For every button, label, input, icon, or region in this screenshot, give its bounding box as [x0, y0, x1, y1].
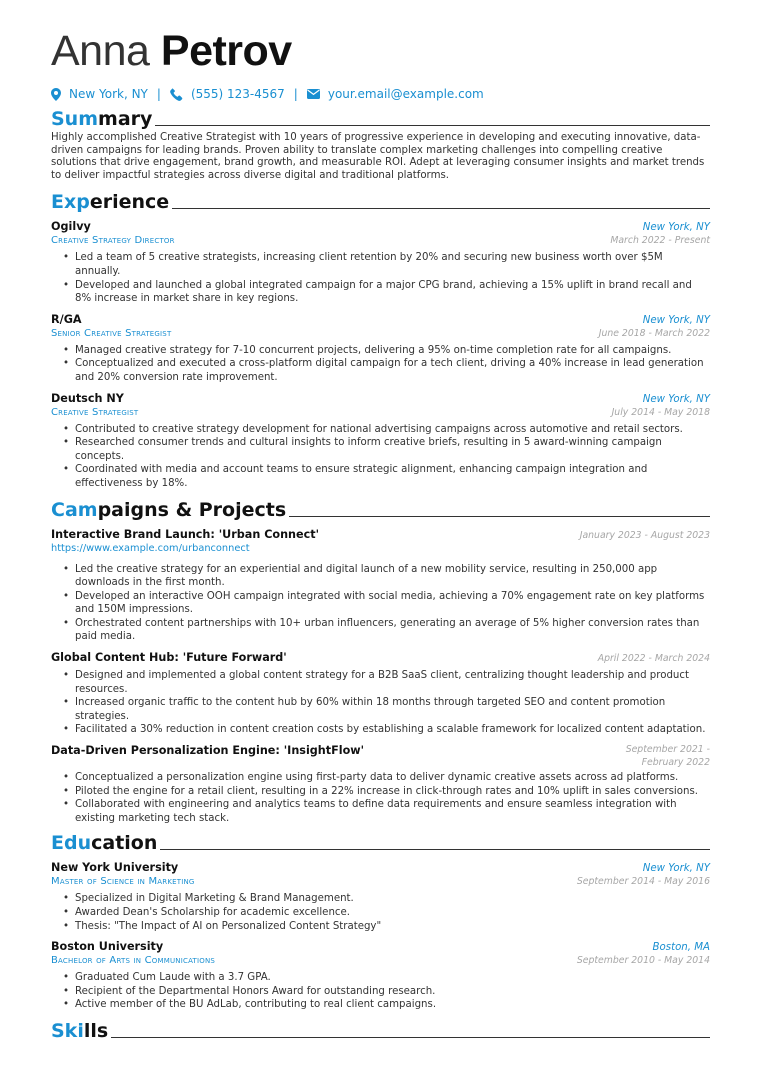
section-rule — [172, 208, 710, 209]
education-entry — [51, 860, 710, 933]
section-heading: Ski lls — [51, 1020, 710, 1042]
list-item: • Researched consumer trends and cultural insights to inform creative briefs, resulting in 5 award-winning campaign concepts. — [63, 436, 710, 463]
entry-dates: September 2021 - February 2022 — [625, 744, 710, 769]
contact-separator: | — [156, 87, 161, 101]
contact-line — [51, 86, 710, 102]
bullet-list — [51, 251, 710, 305]
bullet-list — [51, 971, 710, 1012]
list-item: • Collaborated with engineering and analytics teams to define data requirements and ensure seamless integration with existing marketing tech stack. — [63, 798, 710, 825]
list-item: • Led the creative strategy for an experiential and digital launch of a new mobility service, resulting in 250,000 app downloads in the first month. — [63, 563, 710, 590]
company-name: Ogilvy — [51, 220, 91, 234]
section-rule — [155, 125, 710, 126]
envelope-icon — [307, 89, 320, 99]
entry-dates: June 2018 - March 2022 — [598, 327, 710, 339]
contact-location — [51, 86, 148, 102]
section-heading: Edu cation — [51, 832, 710, 854]
list-item: • Led a team of 5 creative strategists, increasing client retention by 20% and securing new business worth over $5M annually. — [63, 251, 710, 278]
company-name: R/GA — [51, 312, 82, 326]
bullet-list — [51, 344, 710, 385]
contact-separator: | — [293, 87, 298, 101]
entry-dates: September 2010 - May 2014 — [576, 955, 710, 967]
map-pin-icon — [51, 88, 61, 101]
company-name: Deutsch NY — [51, 391, 124, 405]
list-item: • Recipient of the Departmental Honors Award for outstanding research. — [63, 985, 710, 999]
bullet-list — [51, 563, 710, 645]
bullet-list — [51, 423, 710, 491]
list-item: • Facilitated a 30% reduction in content creation costs by establishing a scalable framework for localized content adaptation. — [63, 723, 710, 737]
list-item: • Increased organic traffic to the content hub by 60% within 18 months through targeted SEO and content promotion strategies. — [63, 696, 710, 723]
experience-entry — [51, 391, 710, 491]
job-title: Senior Creative Strategist — [51, 327, 172, 339]
phone-icon — [170, 88, 183, 101]
education-section — [51, 832, 710, 1012]
education-entry — [51, 939, 710, 1012]
list-item: • Awarded Dean's Scholarship for academic excellence. — [63, 906, 710, 920]
projects-section — [51, 499, 710, 826]
list-item: • Developed an interactive OOH campaign integrated with social media, achieving a 70% engagement rate on key platforms and 150M impressions. — [63, 590, 710, 617]
section-heading: Exp erience — [51, 191, 710, 213]
list-item: • Active member of the BU AdLab, contributing to real client campaigns. — [63, 998, 710, 1012]
entry-location: New York, NY — [642, 863, 710, 875]
list-item: • Contributed to creative strategy development for national advertising campaigns across automotive and retail sectors. — [63, 423, 710, 437]
summary-text: Highly accomplished Creative Strategist with 10 years of progressive experience in developing and executing innovative, data-driven campaigns for leading brands. Proven ability to translate complex marketing challenges into compelling creative solutions that drive engagement, brand growth, and measurable ROI. Adept at leveraging consumer insights and market trends to deliver impactful strategies across diverse digital and traditional platforms. — [51, 132, 705, 181]
project-name: Data-Driven Personalization Engine: 'InsightFlow' — [51, 744, 365, 758]
contact-phone[interactable] — [170, 86, 285, 102]
list-item: • Conceptualized a personalization engine using first-party data to deliver dynamic creative assets across ad platforms. — [63, 771, 710, 785]
entry-dates: January 2023 - August 2023 — [579, 529, 710, 541]
entry-location: New York, NY — [642, 222, 710, 234]
list-item: • Specialized in Digital Marketing & Brand Management. — [63, 892, 710, 906]
bullet-list — [51, 771, 710, 825]
project-entry — [51, 743, 710, 825]
list-item: • Managed creative strategy for 7-10 concurrent projects, delivering a 95% on-time completion rate for all campaigns. — [63, 344, 710, 358]
skills-section — [51, 1020, 710, 1042]
list-item: • Thesis: "The Impact of AI on Personalized Content Strategy" — [63, 920, 710, 934]
experience-entry — [51, 219, 710, 305]
project-link[interactable]: https://www.example.com/urbanconnect — [51, 542, 250, 554]
bullet-list — [51, 892, 710, 933]
entry-location: New York, NY — [642, 393, 710, 405]
entry-dates: September 2014 - May 2016 — [576, 876, 710, 888]
list-item: • Developed and launched a global integrated campaign for a major CPG brand, achieving a 15% uplift in brand recall and 8% increase in market share in key regions. — [63, 279, 710, 306]
school-name: Boston University — [51, 940, 164, 954]
section-rule — [160, 849, 710, 850]
section-rule — [289, 516, 710, 517]
entry-dates: July 2014 - May 2018 — [611, 406, 710, 418]
list-item: • Coordinated with media and account teams to ensure strategic alignment, enhancing campaign integration and effectiveness by 18%. — [63, 463, 710, 490]
contact-email[interactable] — [307, 86, 484, 102]
last-name: Petrov — [160, 27, 292, 75]
location-text: New York, NY — [69, 87, 148, 101]
phone-text: (555) 123-4567 — [190, 87, 285, 101]
school-name: New York University — [51, 861, 179, 875]
degree: Master of Science in Marketing — [51, 876, 195, 888]
list-item: • Conceptualized and executed a cross-platform digital campaign for a tech client, driving a 40% increase in lead generation and 20% conversion rate improvement. — [63, 357, 710, 384]
entry-dates: March 2022 - Present — [610, 235, 710, 247]
list-item: • Piloted the engine for a retail client, resulting in a 22% increase in click-through rates and 10% uplift in sales conversions. — [63, 785, 710, 799]
email-text: your.email@example.com — [327, 87, 484, 101]
list-item: • Graduated Cum Laude with a 3.7 GPA. — [63, 971, 710, 985]
candidate-name — [51, 0, 710, 74]
entry-location: New York, NY — [642, 314, 710, 326]
first-name: Anna — [51, 27, 150, 75]
list-item: • Orchestrated content partnerships with 10+ urban influencers, generating an average of 5% higher conversion rates than paid media. — [63, 617, 710, 644]
section-heading: Cam paigns & Projects — [51, 499, 710, 521]
project-entry — [51, 650, 710, 737]
summary-section — [51, 108, 710, 182]
entry-location: Boston, MA — [652, 942, 710, 954]
degree: Bachelor of Arts in Communications — [51, 955, 216, 967]
entry-dates: April 2022 - March 2024 — [597, 653, 710, 665]
list-item: • Designed and implemented a global content strategy for a B2B SaaS client, centralizing thought leadership and product resources. — [63, 669, 710, 696]
job-title: Creative Strategist — [51, 406, 139, 418]
section-heading: Sum mary — [51, 108, 710, 130]
project-entry — [51, 527, 710, 645]
section-rule — [111, 1037, 710, 1038]
experience-section — [51, 191, 710, 490]
project-name: Interactive Brand Launch: 'Urban Connect' — [51, 527, 320, 541]
project-name: Global Content Hub: 'Future Forward' — [51, 651, 287, 665]
bullet-list — [51, 669, 710, 737]
experience-entry — [51, 312, 710, 385]
job-title: Creative Strategy Director — [51, 235, 175, 247]
